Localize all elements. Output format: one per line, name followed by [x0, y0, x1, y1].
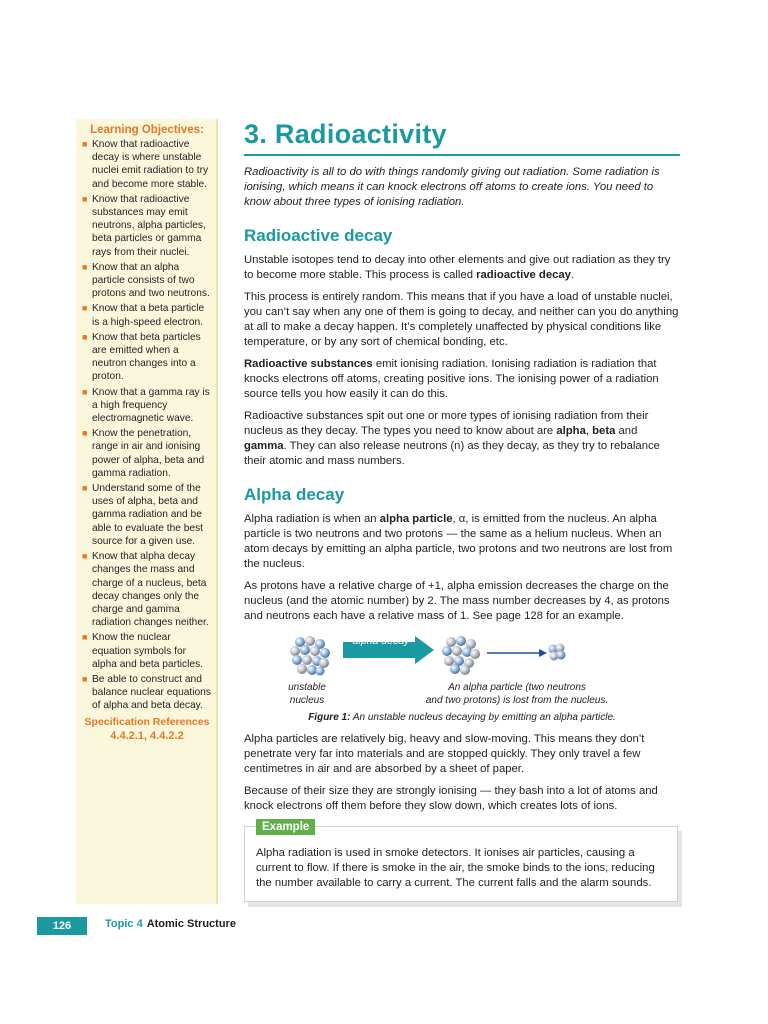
paragraph: Unstable isotopes tend to decay into other elements and give out radiation as they try to become more stable. This process is called radioactive decay. — [244, 254, 671, 281]
objective-item: ■ Know that beta particles are emitted when a neutron changes into a proton. — [82, 331, 201, 383]
learning-objectives-list — [82, 138, 212, 713]
objective-item: ■ Be able to construct and balance nuclear equations of alpha and beta decay. — [82, 673, 211, 712]
objective-item: ■ Know that a beta particle is a high-speed electron. — [82, 303, 205, 328]
alpha-decay-diagram — [244, 632, 680, 680]
bullet-icon: ■ — [82, 673, 88, 684]
paragraph: This process is entirely random. This means that if you have a load of unstable nuclei, you can’t say when any one of them is going to decay, and neither can you do anything at all to make a decay happen. It’s completely unaffected by physical conditions like temperature, or by any sort of chemical bonding, etc. — [244, 291, 679, 348]
bullet-icon: ■ — [82, 386, 88, 397]
learning-objectives-title: Learning Objectives: — [90, 124, 204, 136]
paragraph: Because of their size they are strongly ionising — they bash into a lot of atoms and knock electrons off them before they slow down, which creates lots of ions. — [244, 785, 658, 812]
alpha-particle-icon — [549, 644, 566, 661]
footer-topic: Topic 4 Atomic Structure — [105, 918, 236, 930]
alpha-decay-figure — [244, 632, 680, 706]
page-number: 126 — [37, 917, 87, 935]
paragraph: Alpha radiation is when an alpha particle, α, is emitted from the nucleus. An alpha particle is two neutrons and two protons — the same as a helium nucleus. When an atom decays by emitting an alpha particle, two protons and two neutrons are lost from the nucleus. — [244, 513, 673, 570]
bullet-icon: ■ — [82, 261, 88, 272]
objective-item: ■ Know the nuclear equation symbols for alpha and beta particles. — [82, 632, 204, 670]
bullet-icon: ■ — [82, 428, 88, 439]
bullet-icon: ■ — [82, 551, 88, 562]
bullet-icon: ■ — [82, 193, 88, 204]
specification-references-title: Specification References — [84, 715, 210, 728]
objective-item: ■ Know that alpha decay changes the mass and charge of a nucleus, beta decay changes only the charge and gamma radiation changes neither. — [82, 551, 209, 629]
alpha-particle-label: An alpha particle (two neutrons and two protons) is lost from the nucleus. — [425, 682, 609, 706]
specification-references-values: 4.4.2.1, 4.4.2.2 — [110, 729, 184, 742]
paragraph: Radioactive substances spit out one or more types of ionising radiation from their nucleus as they decay. The types you need to know about are alpha, beta and gamma. They can also release neutrons (n) as they decay, as they try to rebalance their atomic and mass numbers. — [244, 410, 660, 467]
objective-item: ■ Know that radioactive substances may emit neutrons, alpha particles, beta particles or gamma rays from their nuclei. — [82, 193, 206, 258]
paragraph: As protons have a relative charge of +1, alpha emission decreases the charge on the nucleus (and the atomic number) by 2. The mass number decreases by 4, as protons and neutrons each have a relative mass of 1. See page 128 for an example. — [244, 580, 670, 622]
arrow-label: alpha decay — [352, 635, 410, 647]
motion-arrow — [487, 649, 547, 657]
objective-item: ■ Know that radioactive decay is where unstable nuclei emit radiation to try and become more stable. — [82, 139, 209, 190]
daughter-nucleus-icon — [442, 636, 480, 675]
learning-objectives-sidebar — [76, 119, 218, 904]
bullet-icon: ■ — [82, 483, 88, 494]
example-tab: Example — [256, 819, 315, 835]
objective-item: ■ Understand some of the uses of alpha, beta and gamma radiation and be able to evaluate the best source for a given use. — [82, 483, 204, 547]
paragraph: Radioactive substances emit ionising radiation. Ionising radiation is radiation that knocks electrons off atoms, creating positive ions. The ionising power of a radiation source tells you how easily it can do this. — [244, 358, 659, 400]
figure-caption: Figure 1: An unstable nucleus decaying by emitting an alpha particle. — [308, 712, 616, 723]
objective-item: ■ Know that a gamma ray is a high frequency electromagnetic wave. — [82, 386, 210, 425]
unstable-nucleus-label: unstable nucleus — [288, 682, 326, 706]
title-divider — [244, 154, 680, 156]
unstable-nucleus-icon — [290, 636, 330, 676]
main-content — [244, 118, 680, 814]
page-title: 3. Radioactivity — [244, 119, 447, 149]
bullet-icon: ■ — [82, 331, 88, 342]
section-heading-radioactive-decay: Radioactive decay — [244, 226, 393, 245]
bullet-icon: ■ — [82, 139, 88, 149]
paragraph: Alpha particles are relatively big, heavy and slow-moving. This means they don’t penetrate very far into materials and are stopped quickly. They only travel a few centimetres in air and are absorbed by a sheet of paper. — [244, 733, 645, 775]
intro-paragraph: Radioactivity is all to do with things randomly giving out radiation. Some radiation is ionising, which means it can knock electrons off atoms to create ions. You need to know about three types of ionising radiation. — [244, 166, 660, 208]
section-heading-alpha-decay: Alpha decay — [244, 485, 345, 504]
objective-item: ■ Know that an alpha particle consists of two protons and two neutrons. — [82, 261, 210, 300]
objective-item: ■ Know the penetration, range in air and ionising power of alpha, beta and gamma radiation. — [82, 428, 205, 479]
bullet-icon: ■ — [82, 303, 88, 314]
example-text: Alpha radiation is used in smoke detectors. It ionises air particles, causing a current to flow. If there is smoke in the air, the smoke binds to the ions, reducing the number available to carry a current. The current falls and the alarm sounds. — [256, 847, 655, 889]
bullet-icon: ■ — [82, 632, 88, 643]
